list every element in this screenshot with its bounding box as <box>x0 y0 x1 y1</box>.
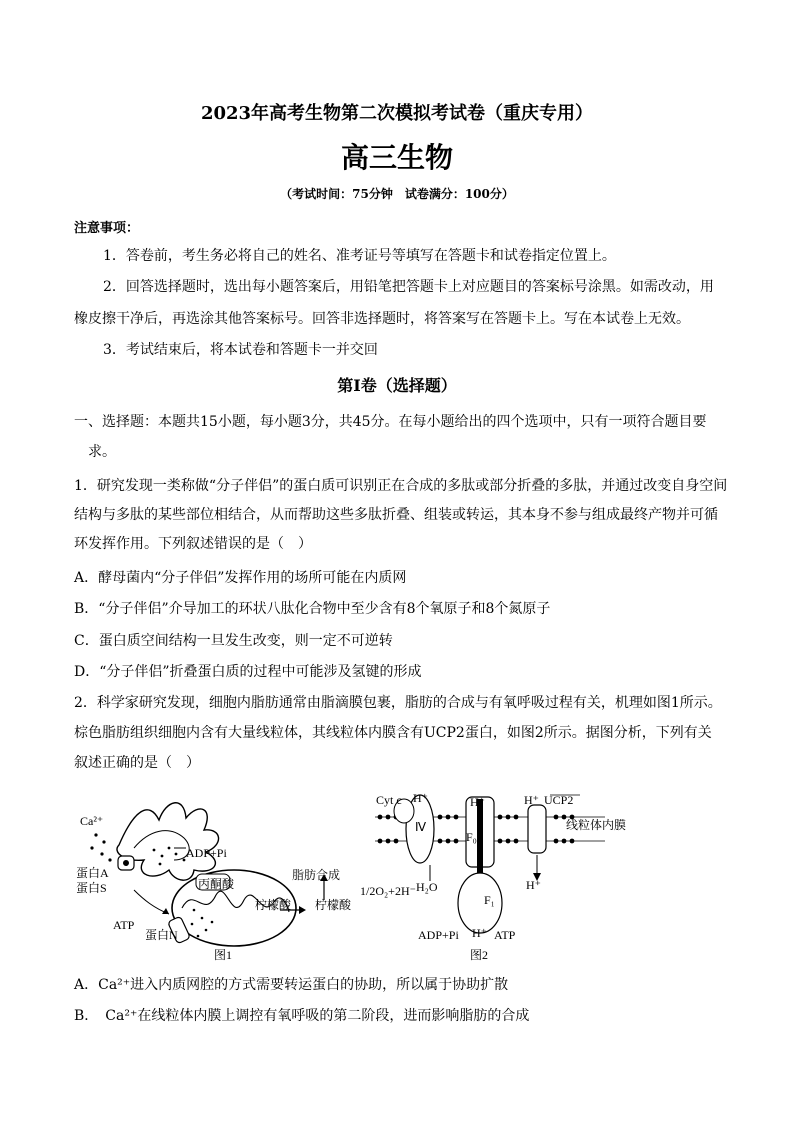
exam-title: 2023年高考生物第二次模拟考试卷（重庆专用） <box>200 103 594 124</box>
q1-stem-line: 环发挥作用。下列叙述错误的是（ ） <box>74 536 312 552</box>
note-item: 橡皮擦干净后，再选涂其他答案标号。回答非选择题时，将答案写在答题卡上。写在本试卷上无效。 <box>74 311 690 327</box>
fig2-h-label: H⁺ <box>470 795 485 809</box>
section-instructions: 一、选择题：本题共15小题，每小题3分，共45分。在每小题给出的四个选项中，只有一项符合题目要 <box>74 414 707 430</box>
fig1-protein-a-label: 蛋白A <box>76 866 109 880</box>
q2-stem-line: 2．科学家研究发现，细胞内脂肪通常由脂滴膜包裹，脂肪的合成与有氧呼吸过程有关，机理如图1所示。 <box>74 695 722 711</box>
notes-heading: 注意事项： <box>74 221 140 236</box>
fig2-complex-iv-label: Ⅳ <box>415 820 427 834</box>
note-item: 3．考试结束后，将本试卷和答题卡一并交回 <box>103 342 378 358</box>
q1-option-c: C．蛋白质空间结构一旦发生改变，则一定不可逆转 <box>74 633 393 649</box>
section-instructions-cont: 求。 <box>88 444 116 460</box>
note-item: 2．回答选择题时，选出每小题答案后，用铅笔把答题卡上对应题目的答案标号涂黑。如需改动，用 <box>103 279 714 295</box>
fig1-fat-synthesis-label: 脂肪合成 <box>292 868 341 882</box>
fig2-caption: 图2 <box>470 948 489 962</box>
fig2-f0-label: F₀ <box>466 830 477 844</box>
fig1-protein-s-label: 蛋白S <box>76 881 107 895</box>
q1-stem-line: 结构与多肽的某些部位相结合，从而帮助这些多肽折叠、组装或转运，其本身不参与组成最终产物并可循 <box>74 507 718 523</box>
section-title: 第Ⅰ卷（选择题） <box>337 376 457 395</box>
fig2-water-eq-label: 1/2O₂+2H⁻ <box>360 884 416 898</box>
fig2-h-out-label: H⁺ <box>526 878 541 892</box>
fig1-citrate-inner-label: 柠檬酸 <box>255 898 292 912</box>
fig1-protein-n-label: 蛋白N <box>145 928 178 942</box>
q1-option-d: D．“分子伴侣”折叠蛋白质的过程中可能涉及氢键的形成 <box>74 664 422 680</box>
note-item: 1．答卷前，考生务必将自己的姓名、准考证号等填写在答题卡和试卷指定位置上。 <box>103 248 616 264</box>
fig1-caption: 图1 <box>214 948 233 962</box>
q1-option-b: B．“分子伴侣”介导加工的环状八肽化合物中至少含有8个氧原子和8个氮原子 <box>74 601 551 617</box>
fig2-h2o-label: H₂O <box>416 880 438 894</box>
q2-stem-line: 叙述正确的是（ ） <box>74 755 200 771</box>
subject-title: 高三生物 <box>340 141 453 174</box>
fig1-adp-pi-label: ADP+Pi <box>186 846 227 860</box>
fig2-membrane-label: 线粒体内膜 <box>566 818 627 832</box>
fig2-h-label: H⁺ <box>413 791 428 805</box>
fig2-adp-pi-label: ADP+Pi <box>418 928 459 942</box>
fig2-h-label: H⁺ <box>524 793 539 807</box>
fig1-atp-label: ATP <box>113 918 135 932</box>
fig1-pyruvate-label: 丙酮酸 <box>198 877 235 891</box>
fig2-cytc-label: Cyt c <box>376 793 402 807</box>
fig2-f1-label: F₁ <box>484 893 495 907</box>
fig1-ca-label: Ca²⁺ <box>80 814 104 828</box>
q2-option-a: A．Ca²⁺进入内质网腔的方式需要转运蛋白的协助，所以属于协助扩散 <box>74 977 509 993</box>
q1-option-a: A．酵母菌内“分子伴侣”发挥作用的场所可能在内质网 <box>74 570 407 586</box>
q1-stem-line: 1．研究发现一类称做“分子伴侣”的蛋白质可识别正在合成的多肽或部分折叠的多肽，并通过改变自身空间 <box>74 478 728 494</box>
fig2-h-bottom-label: H⁺ <box>472 926 487 940</box>
q2-stem-line: 棕色脂肪组织细胞内含有大量线粒体，其线粒体内膜含有UCP2蛋白，如图2所示。据图分析，下列有关 <box>74 725 712 741</box>
fig1-citrate-outer-label: 柠檬酸 <box>315 898 352 912</box>
fig2-atp-label: ATP <box>494 928 516 942</box>
exam-info: （考试时间：75分钟 试卷满分：100分） <box>280 187 514 201</box>
q2-option-b: B． Ca²⁺在线粒体内膜上调控有氧呼吸的第二阶段，进而影响脂肪的合成 <box>74 1008 530 1024</box>
fig2-ucp2-label: UCP2 <box>544 793 574 807</box>
